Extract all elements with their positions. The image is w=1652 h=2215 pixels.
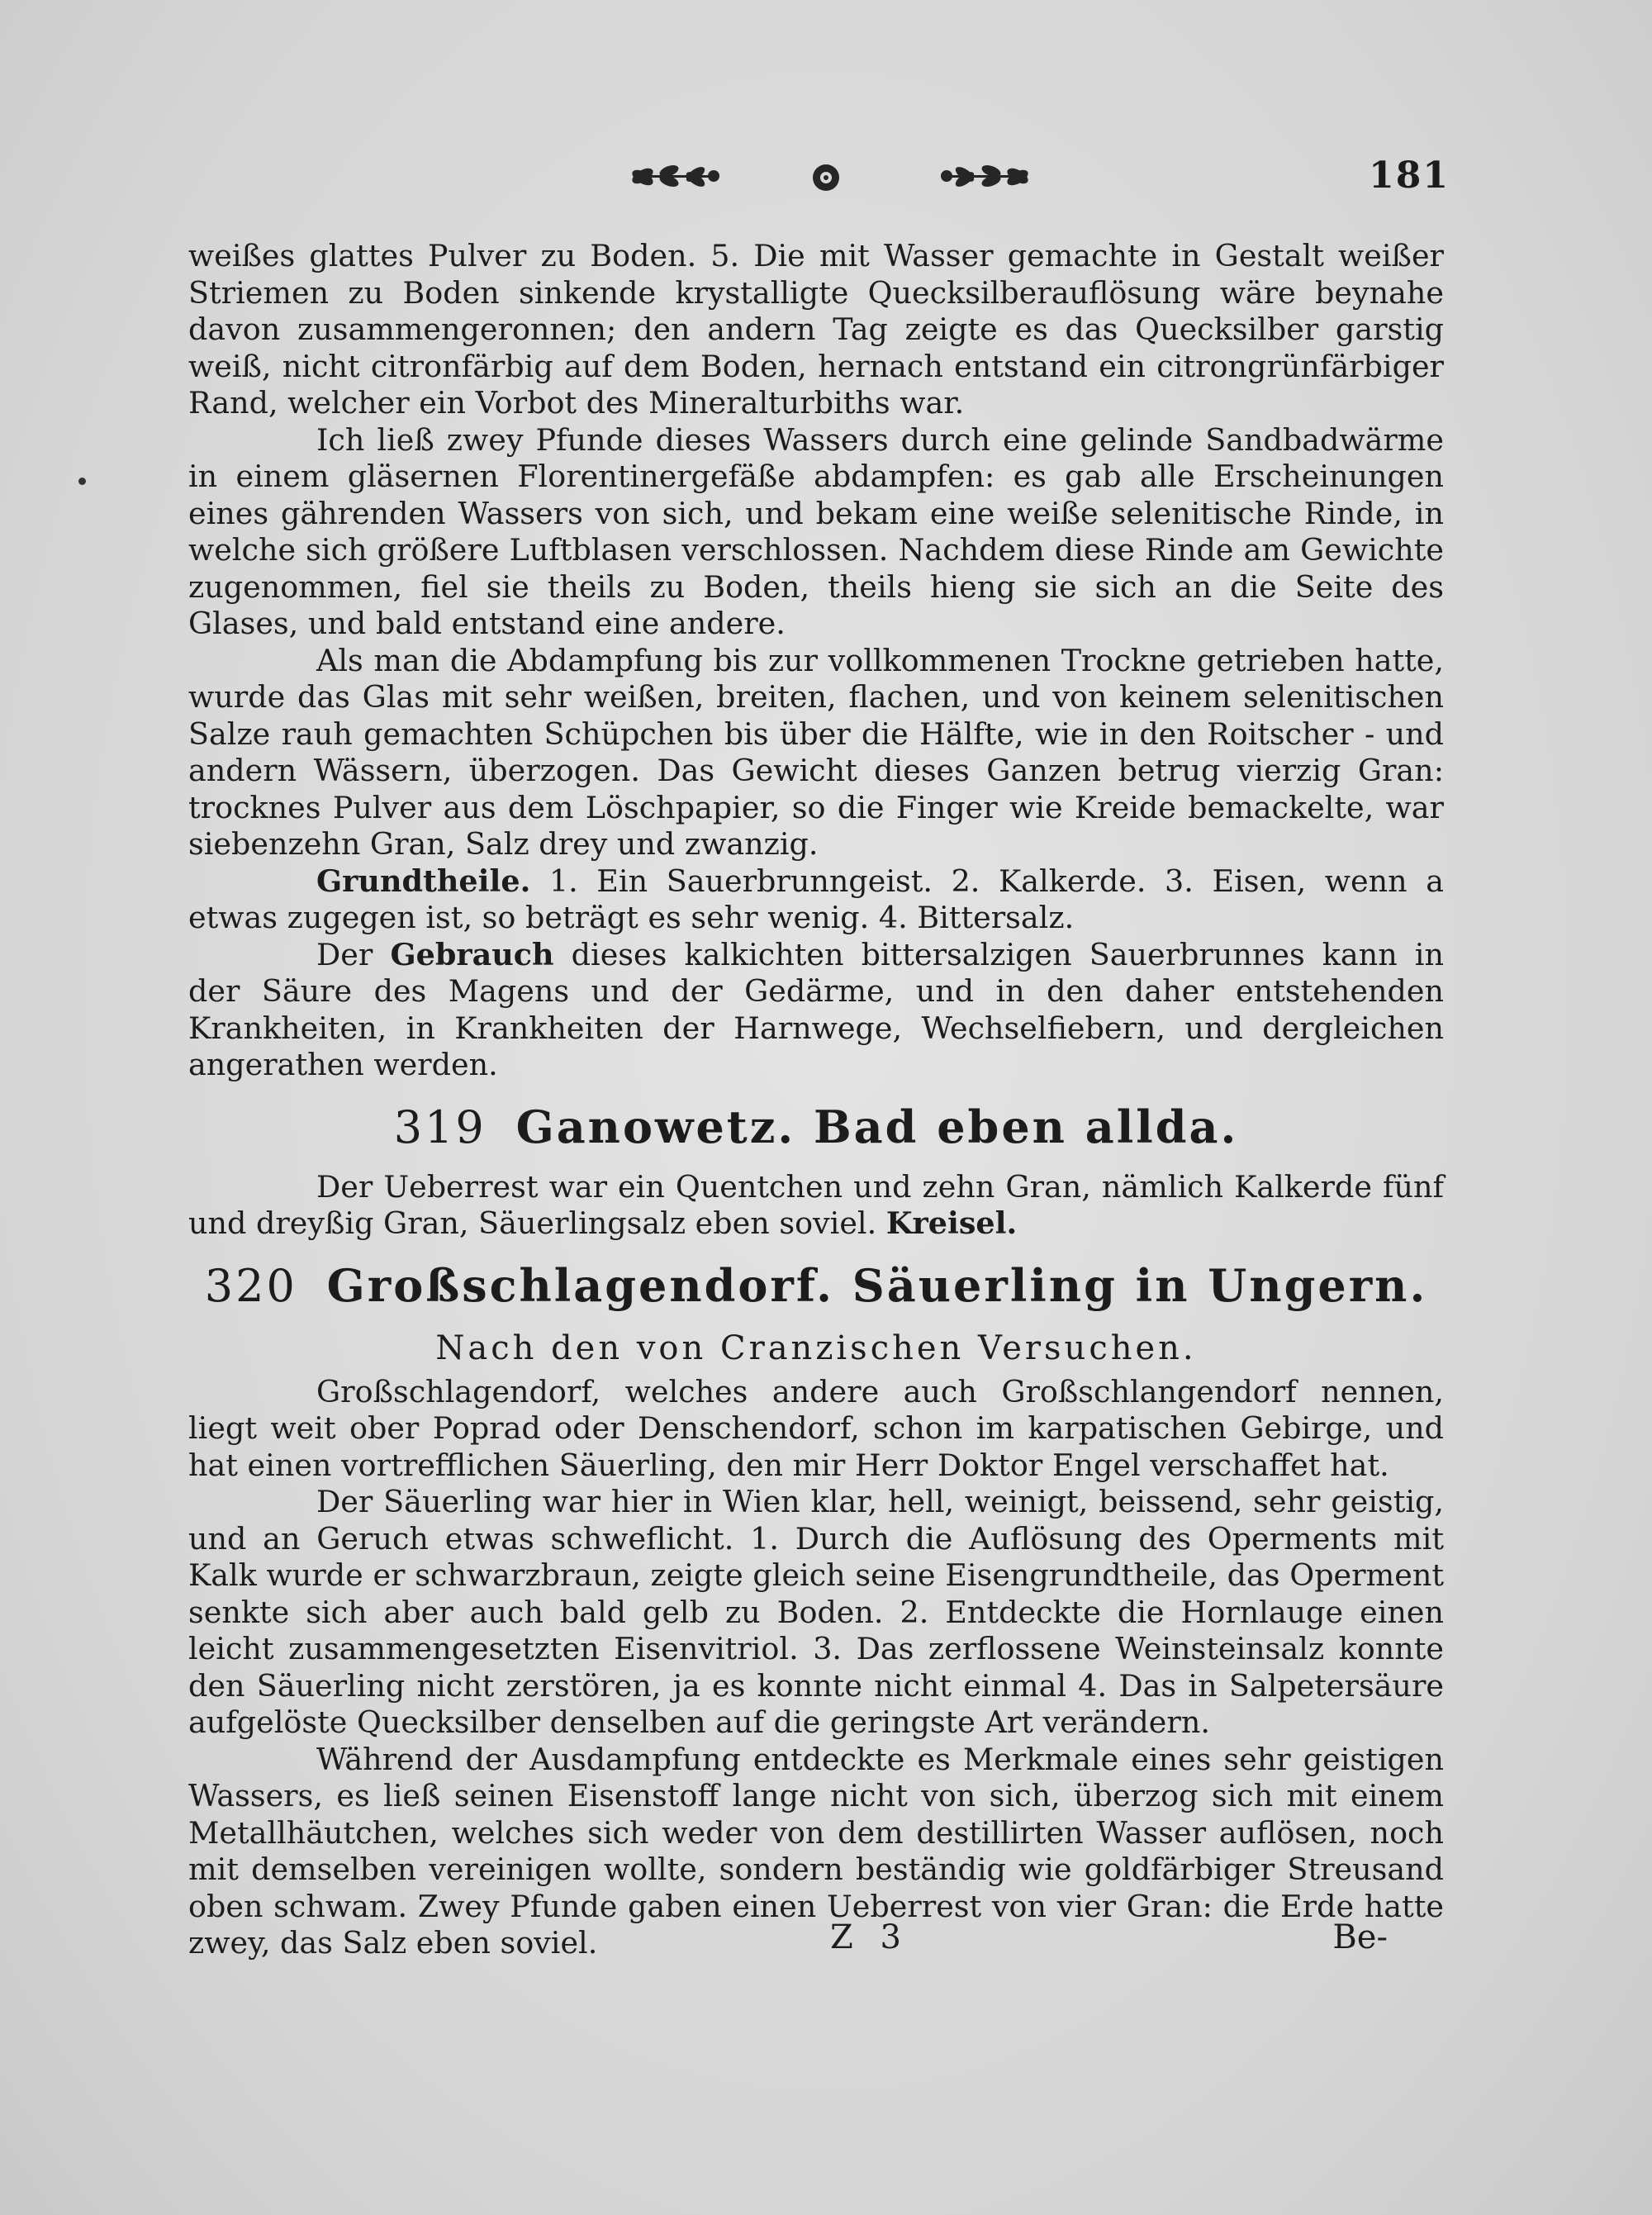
section-320-number: 320 bbox=[204, 1259, 297, 1312]
catchword: Be- bbox=[1332, 1918, 1388, 1956]
gebrauch-text: dieses kalkichten bittersalzigen Sauerbrunnes kann in der Säure des Magens und der Gedärme, und in den daher entstehenden Krankheiten, in Krankheiten der Harnwege, Wechselfiebern, und dergleichen angerathen werden. bbox=[188, 936, 1444, 1082]
grundtheile-paragraph bbox=[188, 863, 1444, 937]
paragraph: Als man die Abdampfung bis zur vollkommenen Trockne getrieben hatte, wurde das Glas mit sehr weißen, breiten, flachen, und von keinem selenitischen Salze rauh gemachten Schüpchen bis über die Hälfte, wie in den Roitscher - und andern Wässern, überzogen. Das Gewicht dieses Ganzen betrug vierzig Gran: trocknes Pulver aus dem Löschpapier, so die Finger wie Kreide bemackelte, war siebenzehn Gran, Salz drey und zwanzig. bbox=[188, 642, 1444, 862]
page-number: 181 bbox=[1369, 154, 1450, 197]
grundtheile-term: Grundtheile. bbox=[316, 863, 531, 899]
section-319-title: Ganowetz. Bad eben allda. bbox=[515, 1100, 1239, 1153]
ink-spot bbox=[78, 478, 86, 485]
paragraph: Der Säuerling war hier in Wien klar, hell, weinigt, beissend, sehr geistig, und an Geruch etwas schweflicht. 1. Durch die Auflösung des Operments mit Kalk wurde er schwarzbraun, zeigte gleich seine Eisengrundtheile, das Operment senkte sich aber auch bald gelb zu Boden. 2. Entdeckte die Hornlauge einen leicht zusammengesetzten Eisenvitriol. 3. Das zerflossene Weinsteinsalz konnte den Säuerling nicht zerstören, ja es konnte nicht einmal 4. Das in Salpetersäure aufgelöste Quecksilber denselben auf die geringste Art verändern. bbox=[188, 1484, 1444, 1740]
section-320-subtitle: Nach den von Cranzischen Versuchen. bbox=[435, 1329, 1197, 1367]
section-320-heading bbox=[188, 1259, 1444, 1313]
paragraph: Großschlagendorf, welches andere auch Großschlangendorf nennen, liegt weit ober Poprad oder Denschendorf, schon im karpatischen Gebirge, und hat einen vortrefflichen Säuerling, den mir Herr Doktor Engel verschaffet hat. bbox=[188, 1373, 1444, 1483]
floral-ornament-icon bbox=[628, 153, 727, 199]
page-body bbox=[188, 238, 1444, 1962]
section-319-author: Kreisel. bbox=[885, 1205, 1018, 1241]
gebrauch-before: Der bbox=[316, 936, 373, 972]
section-319-number: 319 bbox=[393, 1100, 487, 1153]
gebrauch-paragraph bbox=[188, 937, 1444, 1084]
section-319-text: Der Ueberrest war ein Quentchen und zehn Gran, nämlich Kalkerde fünf und dreyßig Gran, Säuerlingsalz eben soviel. bbox=[188, 1168, 1444, 1241]
paragraph: Während der Ausdampfung entdeckte es Merkmale eines sehr geistigen Wassers, es ließ seinen Eisenstoff lange nicht von sich, überzog sich mit einem Metallhäutchen, welches sich weder von dem destillirten Wasser auflösen, noch mit demselben vereinigen wollte, sondern beständig wie goldfärbiger Streusand oben schwam. Zwey Pfunde gaben einen Ueberrest von vier Gran: die Erde hatte zwey, das Salz eben soviel. bbox=[188, 1741, 1444, 1961]
grundtheile-text: 1. Ein Sauerbrunngeist. 2. Kalkerde. 3. Eisen, wenn a etwas zugegen ist, so beträgt es sehr wenig. 4. Bittersalz. bbox=[188, 863, 1444, 935]
section-320-title: Großschlagendorf. Säuerling in Ungern. bbox=[326, 1258, 1428, 1312]
signature-mark: Z 3 bbox=[830, 1918, 909, 1956]
floral-ornament-icon bbox=[933, 153, 1032, 199]
rosette-ornament-icon bbox=[805, 161, 847, 194]
page-header bbox=[0, 153, 1652, 219]
paragraph: weißes glattes Pulver zu Boden. 5. Die mit Wasser gemachte in Gestalt weißer Striemen zu Boden sinkende krystalligte Quecksilberauflösung wäre beynahe davon zusammengeronnen; den andern Tag zeigte es das Quecksilber garstig weiß, nicht citronfärbig auf dem Boden, hernach entstand ein citrongrünfärbiger Rand, welcher ein Vorbot des Mineralturbiths war. bbox=[188, 238, 1444, 421]
page-footer bbox=[0, 1918, 1652, 1968]
section-319-heading bbox=[188, 1100, 1444, 1154]
paragraph: Ich ließ zwey Pfunde dieses Wassers durch eine gelinde Sandbadwärme in einem gläsernen Florentinergefäße abdampfen: es gab alle Erscheinungen eines gährenden Wassers von sich, und bekam eine weiße selenitische Rinde, in welche sich größere Luftblasen verschlossen. Nachdem diese Rinde am Gewichte zugenommen, fiel sie theils zu Boden, theils hieng sie sich an die Seite des Glases, und bald entstand eine andere. bbox=[188, 421, 1444, 641]
gebrauch-term: Gebrauch bbox=[390, 936, 554, 972]
section-319-paragraph bbox=[188, 1169, 1444, 1243]
